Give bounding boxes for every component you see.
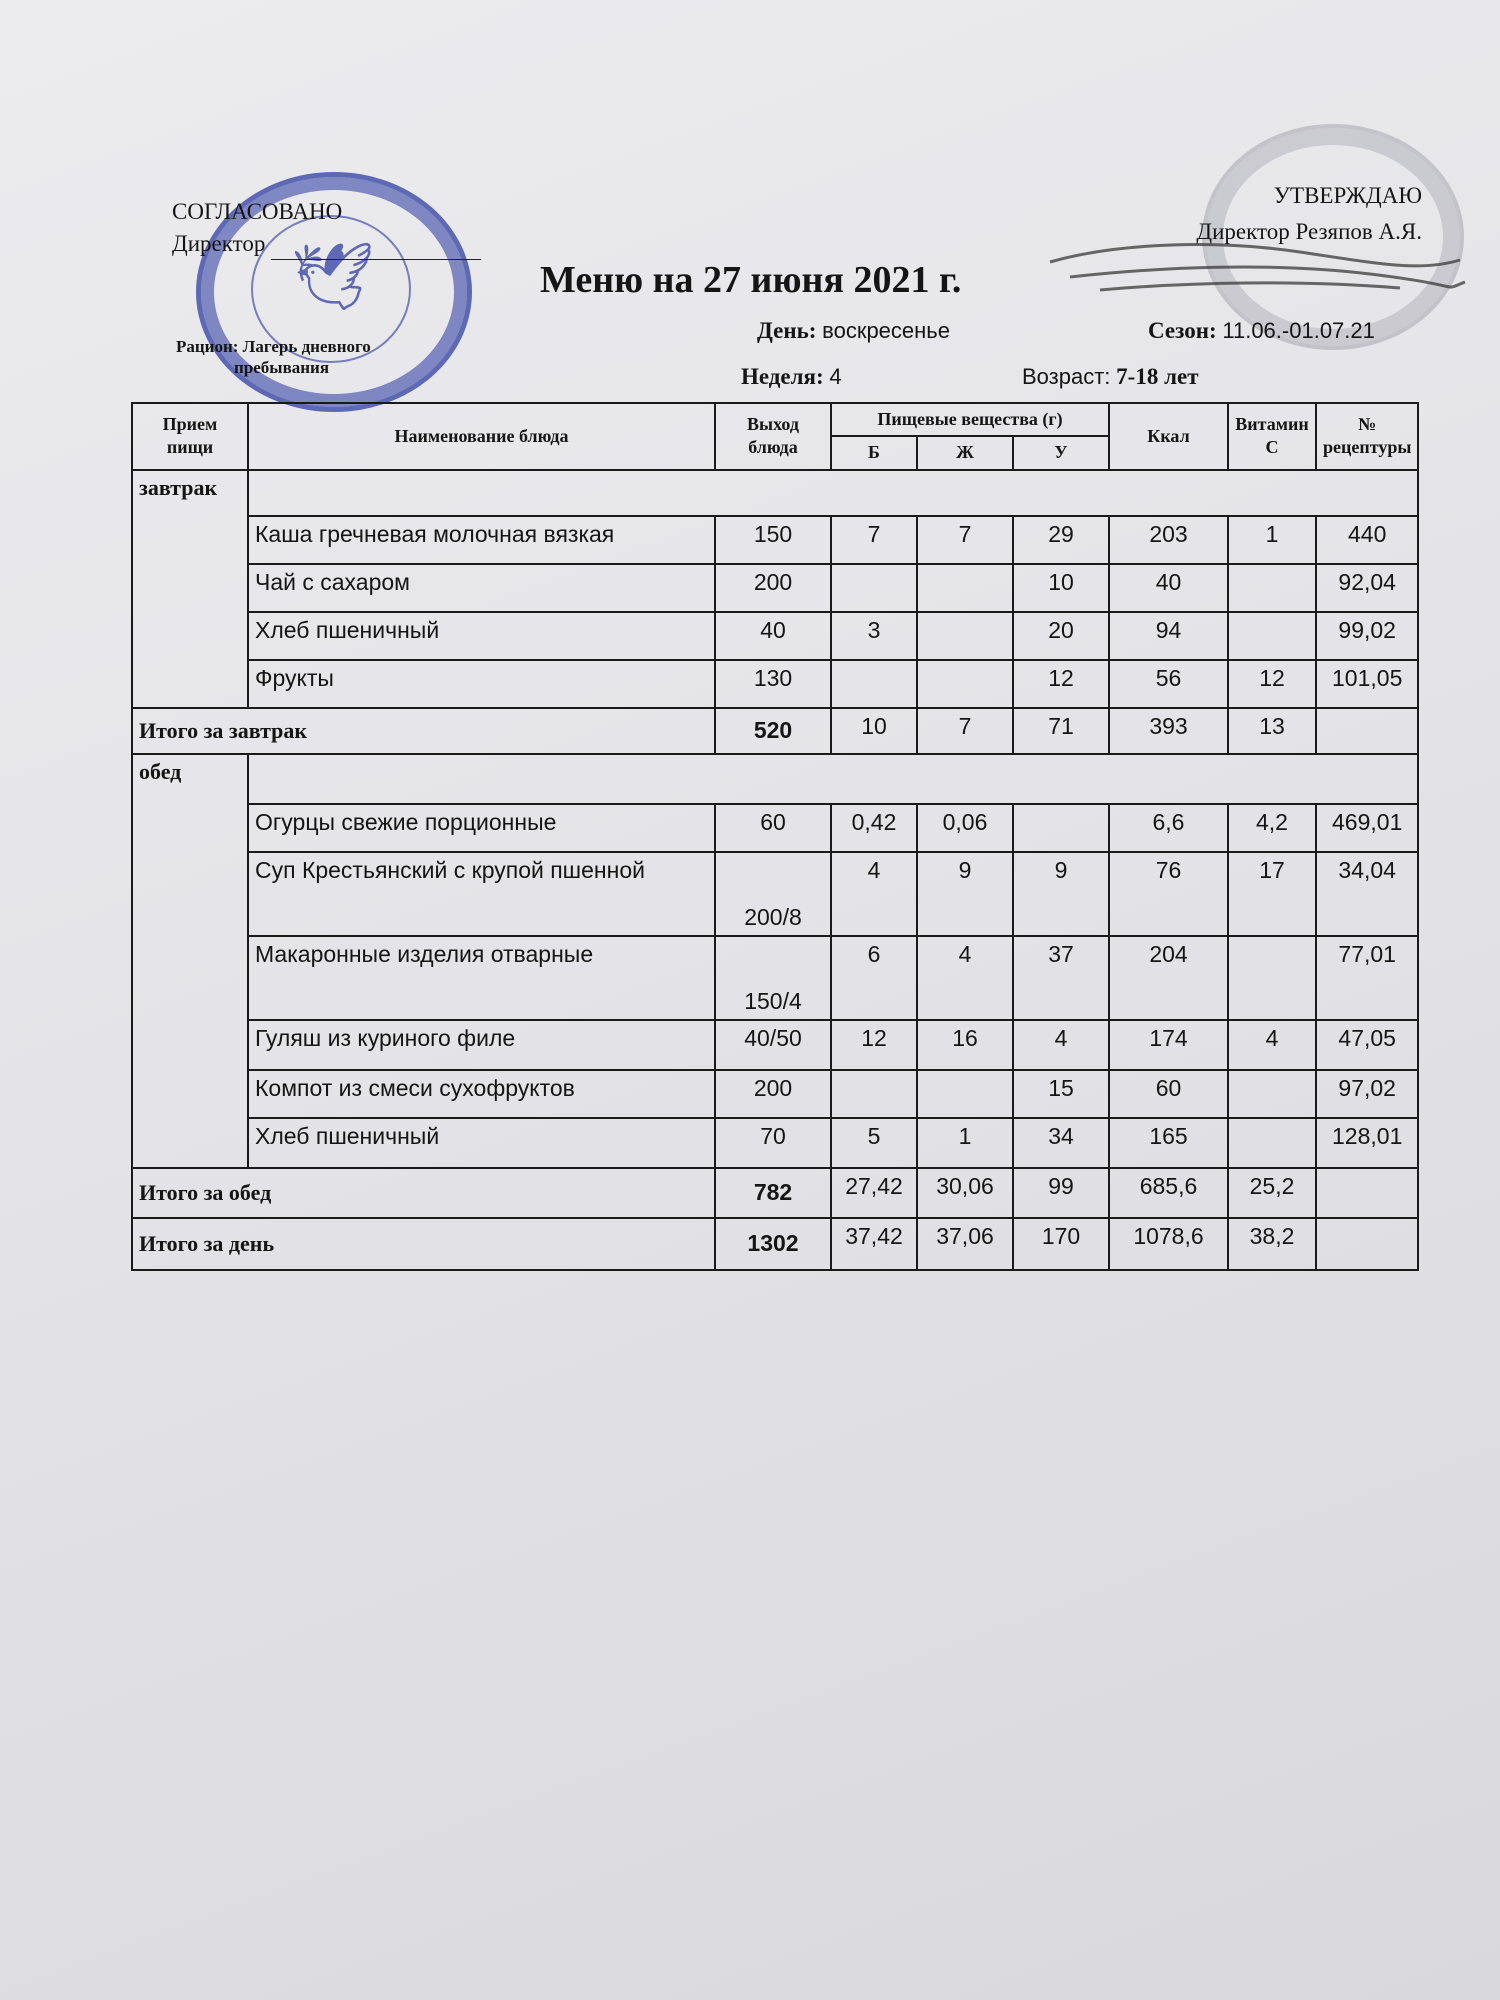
header-u: У <box>1013 436 1109 469</box>
cell-kcal: 203 <box>1109 516 1228 564</box>
cell-vitc: 1 <box>1228 516 1316 564</box>
dish-output: 40/50 <box>715 1020 831 1070</box>
header-b: Б <box>831 436 917 469</box>
header-vitc: Витамин С <box>1228 403 1316 470</box>
header-zh: Ж <box>917 436 1013 469</box>
total-output: 782 <box>715 1168 831 1218</box>
cell-u: 4 <box>1013 1020 1109 1070</box>
total-b: 27,42 <box>831 1168 917 1218</box>
dish-name: Каша гречневая молочная вязкая <box>248 516 715 564</box>
cell-zh: 1 <box>917 1118 1013 1168</box>
cell-kcal: 165 <box>1109 1118 1228 1168</box>
cell-recipe: 34,04 <box>1316 852 1418 936</box>
cell-zh: 9 <box>917 852 1013 936</box>
cell-kcal: 60 <box>1109 1070 1228 1118</box>
cell-b: 0,42 <box>831 804 917 852</box>
cell-recipe: 99,02 <box>1316 612 1418 660</box>
dish-output: 70 <box>715 1118 831 1168</box>
cell-vitc: 4,2 <box>1228 804 1316 852</box>
total-recipe <box>1316 708 1418 754</box>
header-kcal: Ккал <box>1109 403 1228 470</box>
cell-kcal: 204 <box>1109 936 1228 1020</box>
cell-u: 34 <box>1013 1118 1109 1168</box>
cell-vitc <box>1228 1070 1316 1118</box>
header-recipe: № рецептуры <box>1316 403 1418 470</box>
season-value: 11.06.-01.07.21 <box>1222 318 1375 343</box>
header-nutrients: Пищевые вещества (г) <box>831 403 1109 436</box>
director-line <box>172 228 481 260</box>
season-label: Сезон: <box>1148 318 1217 343</box>
cell-recipe: 97,02 <box>1316 1070 1418 1118</box>
total-b: 37,42 <box>831 1218 917 1270</box>
header-row-1 <box>132 403 1418 436</box>
cell-b: 4 <box>831 852 917 936</box>
cell-b <box>831 564 917 612</box>
breakfast-section-row <box>132 470 1418 516</box>
cell-vitc <box>1228 612 1316 660</box>
total-output: 520 <box>715 708 831 754</box>
cell-zh <box>917 660 1013 708</box>
total-u: 71 <box>1013 708 1109 754</box>
total-kcal: 393 <box>1109 708 1228 754</box>
total-kcal: 1078,6 <box>1109 1218 1228 1270</box>
age-label: Возраст: <box>1022 364 1111 389</box>
cell-vitc <box>1228 564 1316 612</box>
table-row <box>132 1070 1418 1118</box>
dish-output: 130 <box>715 660 831 708</box>
total-zh: 7 <box>917 708 1013 754</box>
total-zh: 37,06 <box>917 1218 1013 1270</box>
dish-name: Суп Крестьянский с крупой пшенной <box>248 852 715 936</box>
director-label: Директор <box>172 231 266 257</box>
bird-emblem-icon: 🕊 <box>291 241 375 314</box>
dish-output: 200/8 <box>715 852 831 936</box>
day-value: воскресенье <box>822 318 950 343</box>
season-field <box>1148 318 1375 344</box>
cell-b: 6 <box>831 936 917 1020</box>
table-row <box>132 936 1418 1020</box>
cell-kcal: 94 <box>1109 612 1228 660</box>
dish-name: Гуляш из куриного филе <box>248 1020 715 1070</box>
cell-vitc: 4 <box>1228 1020 1316 1070</box>
cell-recipe: 128,01 <box>1316 1118 1418 1168</box>
cell-kcal: 40 <box>1109 564 1228 612</box>
total-vitc: 25,2 <box>1228 1168 1316 1218</box>
cell-b: 12 <box>831 1020 917 1070</box>
day-field <box>757 318 950 344</box>
lunch-section-row <box>132 754 1418 804</box>
dish-name: Чай с сахаром <box>248 564 715 612</box>
dish-output: 40 <box>715 612 831 660</box>
cell-zh: 16 <box>917 1020 1013 1070</box>
total-u: 99 <box>1013 1168 1109 1218</box>
day-total-row <box>132 1218 1418 1270</box>
table-row <box>132 852 1418 936</box>
cell-recipe: 440 <box>1316 516 1418 564</box>
total-kcal: 685,6 <box>1109 1168 1228 1218</box>
day-label: День: <box>757 318 817 343</box>
cell-zh: 7 <box>917 516 1013 564</box>
cell-zh: 0,06 <box>917 804 1013 852</box>
cell-zh: 4 <box>917 936 1013 1020</box>
dish-output: 60 <box>715 804 831 852</box>
total-vitc: 38,2 <box>1228 1218 1316 1270</box>
cell-zh <box>917 612 1013 660</box>
cell-u: 10 <box>1013 564 1109 612</box>
dish-output: 150/4 <box>715 936 831 1020</box>
header-dish: Наименование блюда <box>248 403 715 470</box>
dish-name: Хлеб пшеничный <box>248 1118 715 1168</box>
dish-name: Макаронные изделия отварные <box>248 936 715 1020</box>
age-value: 7-18 лет <box>1116 364 1199 389</box>
ration-line-1: Рацион: Лагерь дневного <box>176 337 371 356</box>
meal-breakfast-label: завтрак <box>132 470 248 708</box>
cell-b: 5 <box>831 1118 917 1168</box>
agreed-label: СОГЛАСОВАНО <box>172 199 343 224</box>
dish-name: Хлеб пшеничный <box>248 612 715 660</box>
cell-recipe: 469,01 <box>1316 804 1418 852</box>
cell-b: 7 <box>831 516 917 564</box>
menu-table <box>131 402 1419 1271</box>
approval-block-left <box>172 196 481 260</box>
cell-kcal: 6,6 <box>1109 804 1228 852</box>
header-meal: Прием пищи <box>132 403 248 470</box>
week-value: 4 <box>829 364 842 389</box>
breakfast-total-row <box>132 708 1418 754</box>
dish-name: Огурцы свежие порционные <box>248 804 715 852</box>
cell-vitc: 17 <box>1228 852 1316 936</box>
cell-u: 29 <box>1013 516 1109 564</box>
cell-b <box>831 660 917 708</box>
cell-recipe: 101,05 <box>1316 660 1418 708</box>
table-row <box>132 516 1418 564</box>
table-row <box>132 612 1418 660</box>
table-row <box>132 1020 1418 1070</box>
cell-u: 9 <box>1013 852 1109 936</box>
header-output: Выход блюда <box>715 403 831 470</box>
cell-recipe: 77,01 <box>1316 936 1418 1020</box>
table-row <box>132 1118 1418 1168</box>
cell-zh <box>917 1070 1013 1118</box>
cell-recipe: 47,05 <box>1316 1020 1418 1070</box>
total-recipe <box>1316 1218 1418 1270</box>
total-b: 10 <box>831 708 917 754</box>
table-row <box>132 564 1418 612</box>
signature-line <box>271 259 481 260</box>
approved-label: УТВЕРЖДАЮ <box>1273 183 1422 208</box>
cell-vitc <box>1228 936 1316 1020</box>
table-row <box>132 660 1418 708</box>
cell-u <box>1013 804 1109 852</box>
total-zh: 30,06 <box>917 1168 1013 1218</box>
director-signer: Директор Резяпов А.Я. <box>1196 218 1422 244</box>
total-label: Итого за обед <box>132 1168 715 1218</box>
total-label: Итого за день <box>132 1218 715 1270</box>
age-field <box>1022 364 1199 390</box>
dish-name: Фрукты <box>248 660 715 708</box>
page-title: Меню на 27 июня 2021 г. <box>540 259 962 301</box>
section-spacer <box>248 470 1418 516</box>
dish-output: 200 <box>715 564 831 612</box>
total-recipe <box>1316 1168 1418 1218</box>
meal-lunch-label: обед <box>132 754 248 1168</box>
total-output: 1302 <box>715 1218 831 1270</box>
cell-kcal: 76 <box>1109 852 1228 936</box>
cell-kcal: 56 <box>1109 660 1228 708</box>
approval-block-right <box>1196 178 1422 249</box>
ration-label <box>176 336 371 379</box>
dish-output: 200 <box>715 1070 831 1118</box>
cell-b <box>831 1070 917 1118</box>
week-field <box>741 364 842 390</box>
cell-recipe: 92,04 <box>1316 564 1418 612</box>
cell-u: 12 <box>1013 660 1109 708</box>
lunch-total-row <box>132 1168 1418 1218</box>
total-u: 170 <box>1013 1218 1109 1270</box>
cell-kcal: 174 <box>1109 1020 1228 1070</box>
table-row <box>132 804 1418 852</box>
dish-output: 150 <box>715 516 831 564</box>
cell-vitc: 12 <box>1228 660 1316 708</box>
ration-line-2: пребывания <box>234 358 330 378</box>
cell-u: 37 <box>1013 936 1109 1020</box>
week-label: Неделя: <box>741 364 824 389</box>
total-vitc: 13 <box>1228 708 1316 754</box>
cell-zh <box>917 564 1013 612</box>
section-spacer <box>248 754 1418 804</box>
total-label: Итого за завтрак <box>132 708 715 754</box>
dish-name: Компот из смеси сухофруктов <box>248 1070 715 1118</box>
cell-vitc <box>1228 1118 1316 1168</box>
cell-b: 3 <box>831 612 917 660</box>
cell-u: 15 <box>1013 1070 1109 1118</box>
cell-u: 20 <box>1013 612 1109 660</box>
